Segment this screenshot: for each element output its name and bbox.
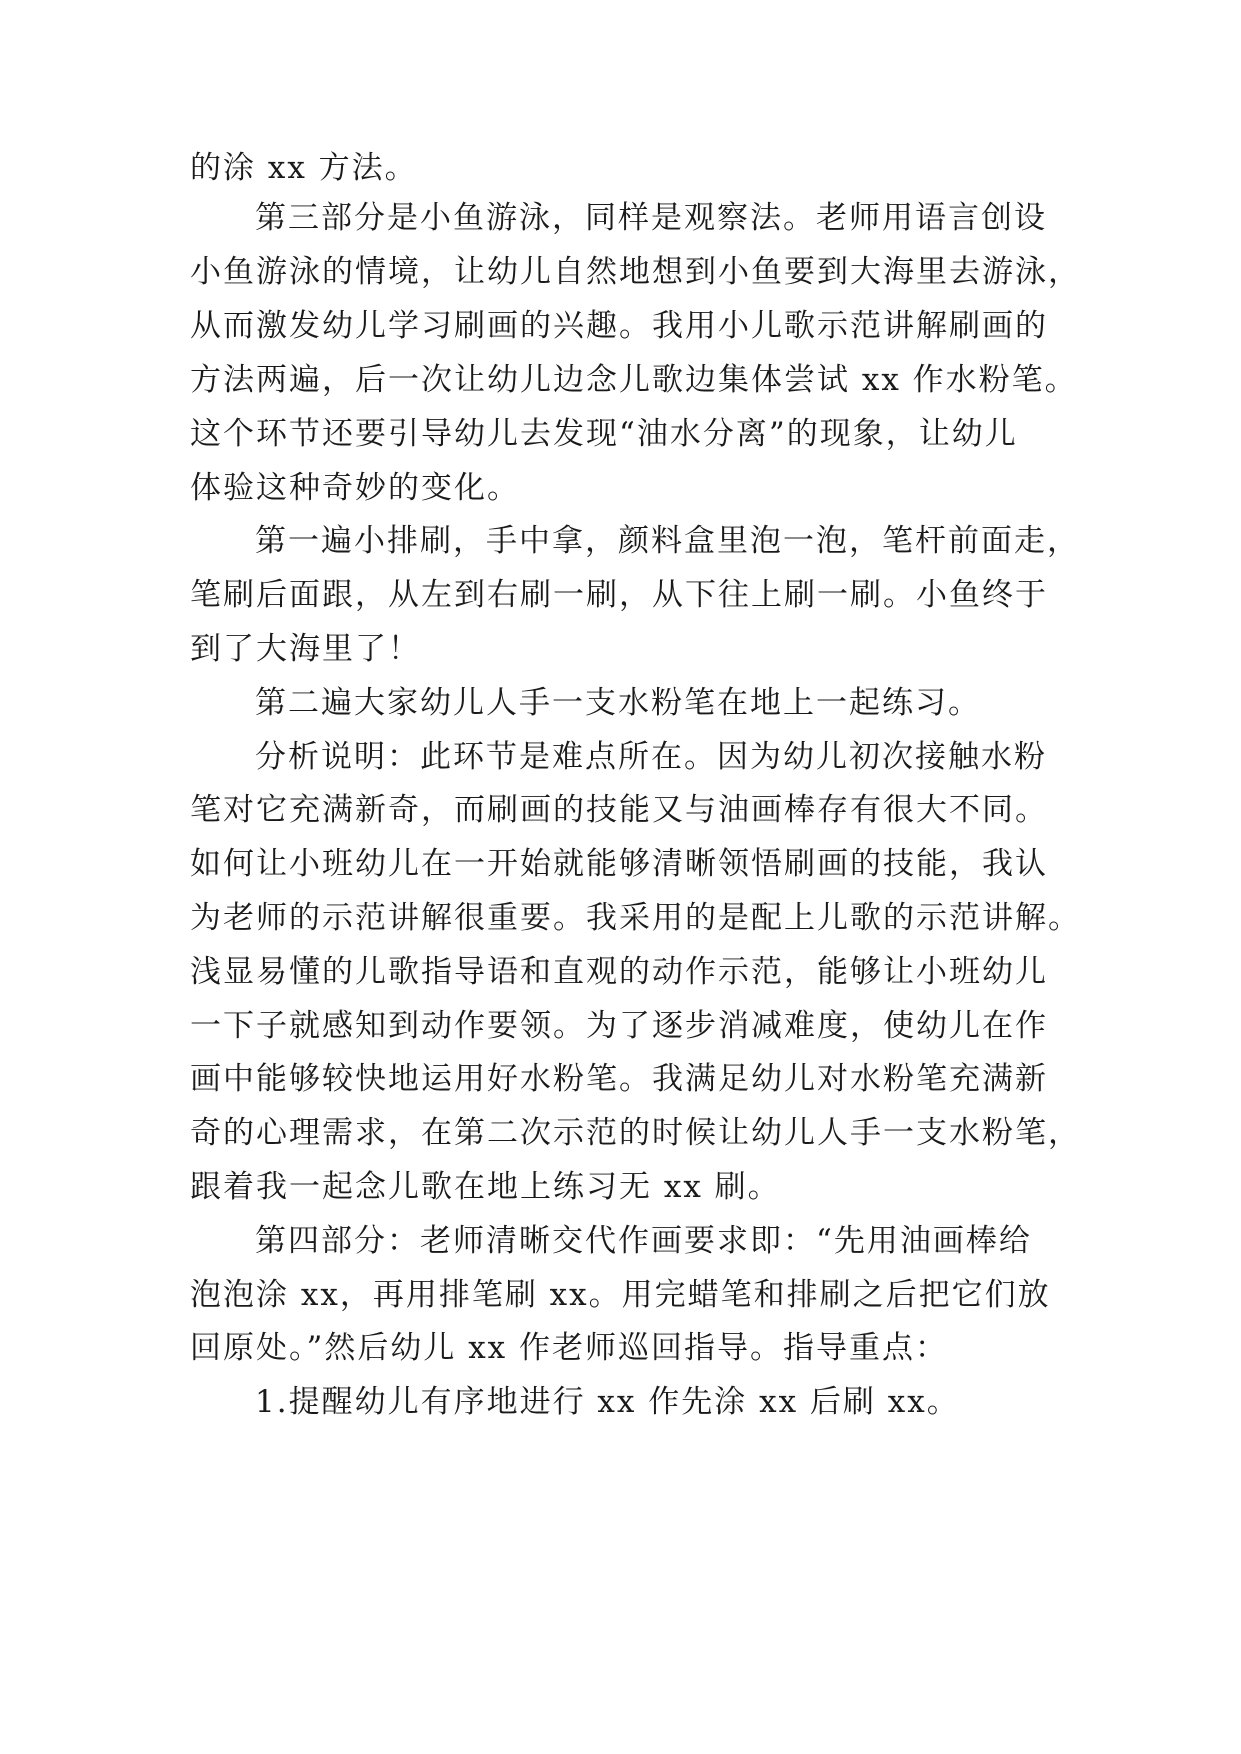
text-line: 小鱼游泳的情境，让幼儿自然地想到小鱼要到大海里去游泳， [190,254,1081,290]
text-line: 回原处。”然后幼儿 xx 作老师巡回指导。指导重点： [190,1330,949,1366]
text-line: 画中能够较快地运用好水粉笔。我满足幼儿对水粉笔充满新 [190,1061,1048,1097]
paragraph-second-pass: 第二遍大家幼儿人手一支水粉笔在地上一起练习。 [255,685,981,721]
text-line: 一下子就感知到动作要领。为了逐步消减难度，使幼儿在作 [190,1008,1048,1044]
list-item-1: 1.提醒幼儿有序地进行 xx 作先涂 xx 后刷 xx。 [255,1384,960,1420]
text-line: 浅显易懂的儿歌指导语和直观的动作示范，能够让小班幼儿 [190,954,1048,990]
paragraph-first-pass: 第一遍小排刷，手中拿，颜料盒里泡一泡，笔杆前面走， [255,523,1080,559]
text-line: 的涂 xx 方法。 [190,150,418,186]
text-line: 从而激发幼儿学习刷画的兴趣。我用小儿歌示范讲解刷画的 [190,308,1048,344]
text-line: 如何让小班幼儿在一开始就能够清晰领悟刷画的技能，我认 [190,846,1048,882]
text-line: 跟着我一起念儿歌在地上练习无 xx 刷。 [190,1169,781,1205]
text-line: 泡泡涂 xx，再用排笔刷 xx。用完蜡笔和排刷之后把它们放 [190,1277,1051,1313]
text-line: 体验这种奇妙的变化。 [190,470,520,506]
text-line: 为老师的示范讲解很重要。我采用的是配上儿歌的示范讲解。 [190,900,1081,936]
paragraph-part-three: 第三部分是小鱼游泳，同样是观察法。老师用语言创设 [255,200,1047,236]
text-line: 笔对它充满新奇，而刷画的技能又与油画棒存有很大不同。 [190,792,1048,828]
paragraph-analysis: 分析说明：此环节是难点所在。因为幼儿初次接触水粉 [255,739,1047,775]
text-line: 这个环节还要引导幼儿去发现“油水分离”的现象，让幼儿 [190,416,1018,452]
text-line: 方法两遍，后一次让幼儿边念儿歌边集体尝试 xx 作水粉笔。 [190,362,1078,398]
text-line: 到了大海里了！ [190,631,421,667]
paragraph-part-four: 第四部分：老师清晰交代作画要求即：“先用油画棒给 [255,1223,1032,1259]
text-line: 笔刷后面跟，从左到右刷一刷，从下往上刷一刷。小鱼终于 [190,577,1048,613]
text-line: 奇的心理需求，在第二次示范的时候让幼儿人手一支水粉笔， [190,1115,1081,1151]
